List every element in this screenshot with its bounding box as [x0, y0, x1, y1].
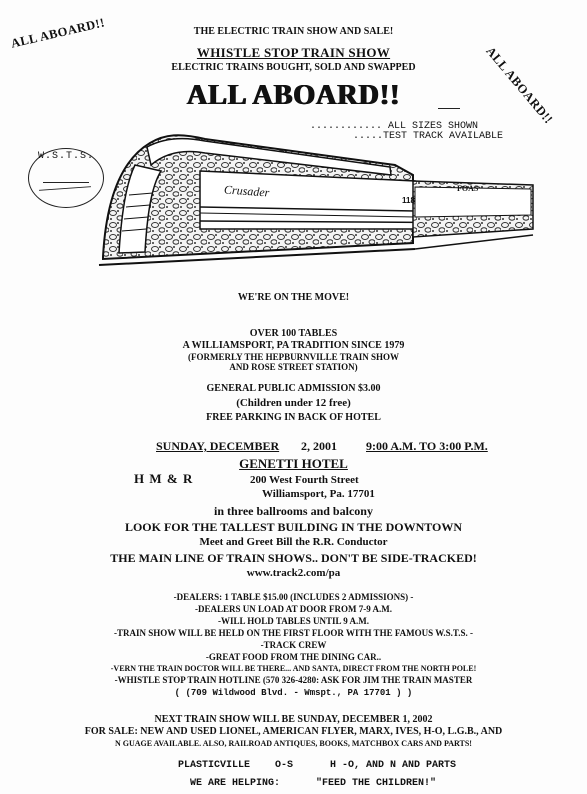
train-name-label: Crusader [223, 182, 270, 200]
tradition-line: A WILLIAMSPORT, PA TRADITION SINCE 1979 [182, 340, 405, 351]
note-line: -TRACK CREW [260, 640, 327, 650]
event-time: 9:00 A.M. TO 3:00 P.M. [366, 439, 488, 453]
note-line: -TRAIN SHOW WILL BE HELD ON THE FIRST FLOOR WITH THE FAMOUS W.S.T.S. - [113, 628, 473, 638]
plasticville-label: PLASTICVILLE [178, 760, 251, 771]
venue-street: 200 West Fourth Street [250, 474, 359, 486]
note-line: -VERN THE TRAIN DOCTOR WILL BE THERE... AND SANTA, DIRECT FROM THE NORTH POLE! [110, 664, 477, 673]
all-aboard-stamp-left: ALL ABOARD!! [9, 15, 107, 51]
note-line: -WILL HOLD TABLES UNTIL 9 A.M. [218, 616, 369, 626]
tagline: ELECTRIC TRAINS BOUGHT, SOLD AND SWAPPED [171, 62, 416, 73]
track-note: .....TEST TRACK AVAILABLE [353, 131, 504, 142]
formerly-line-1: (FORMERLY THE HEPBURNVILLE TRAIN SHOW [187, 352, 400, 362]
formerly-line-2: AND ROSE STREET STATION) [229, 362, 358, 372]
plasticville-parts: H -O, AND N AND PARTS [330, 760, 457, 771]
sizes-note: ............ ALL SIZES SHOWN [310, 121, 479, 132]
children-note: (Children under 12 free) [236, 397, 351, 409]
tables-count: OVER 100 TABLES [249, 328, 338, 339]
venue-name: GENETTI HOTEL [239, 456, 348, 471]
show-name: WHISTLE STOP TRAIN SHOW [196, 45, 391, 60]
look-note: LOOK FOR THE TALLEST BUILDING IN THE DOWNTOWN [124, 520, 463, 534]
hmr-label: H M & R [134, 471, 194, 486]
admission-price: GENERAL PUBLIC ADMISSION $3.00 [206, 383, 381, 394]
train-number: 118 [402, 196, 415, 205]
seal-line [39, 186, 91, 191]
header-line: THE ELECTRIC TRAIN SHOW AND SALE! [193, 26, 394, 37]
parking-note: FREE PARKING IN BACK OF HOTEL [206, 412, 381, 423]
note-line: -GREAT FOOD FROM THE DINING CAR.. [205, 652, 382, 662]
helping-cause: "FEED THE CHILDREN!" [316, 778, 437, 789]
seal-line [43, 182, 89, 183]
note-line: -DEALERS UN LOAD AT DOOR FROM 7-9 A.M. [195, 604, 392, 614]
event-day: 2, 2001 [301, 439, 337, 453]
helping-label: WE ARE HELPING: [190, 778, 281, 789]
note-line: -WHISTLE STOP TRAIN HOTLINE (570 326-4280: ASK FOR JIM THE TRAIN MASTER [114, 675, 473, 685]
rooms-note: in three ballrooms and balcony [214, 504, 373, 518]
plasticville-scale: O-S [275, 760, 294, 771]
event-date-label: SUNDAY, DECEMBER [156, 439, 280, 453]
note-line: -DEALERS: 1 TABLE $15.00 (INCLUDES 2 ADMISSIONS) - [173, 592, 414, 602]
svg-text:FOAS: FOAS [457, 184, 479, 193]
train-illustration [95, 125, 535, 273]
greet-note: Meet and Greet Bill the R.R. Conductor [199, 536, 388, 548]
website: www.track2.com/pa [246, 567, 341, 579]
moving-notice: WE'RE ON THE MOVE! [237, 292, 350, 303]
for-sale-line-1: FOR SALE: NEW AND USED LIONEL, AMERICAN FLYER, MARX, IVES, H-O, L.G.B., AND [84, 726, 503, 737]
next-show: NEXT TRAIN SHOW WILL BE SUNDAY, DECEMBER 1, 2002 [154, 714, 433, 725]
mainline-slogan: THE MAIN LINE OF TRAIN SHOWS.. DON'T BE SIDE-TRACKED! [110, 551, 477, 565]
dash-mark [438, 108, 460, 109]
for-sale-line-2: N GUAGE AVAILABLE. ALSO, RAILROAD ANTIQUES, BOOKS, MATCHBOX CARS AND PARTS! [115, 739, 472, 748]
seal-text: W.S.T.S. [37, 151, 94, 162]
note-line: ( (709 Wildwood Blvd. - Wmspt., PA 17701 ) ) [174, 688, 413, 698]
headline: ALL ABOARD!! [186, 80, 401, 111]
all-aboard-stamp-right: ALL ABOARD!! [483, 44, 556, 127]
wsts-seal [28, 148, 104, 208]
venue-city: Williamsport, Pa. 17701 [262, 488, 375, 500]
